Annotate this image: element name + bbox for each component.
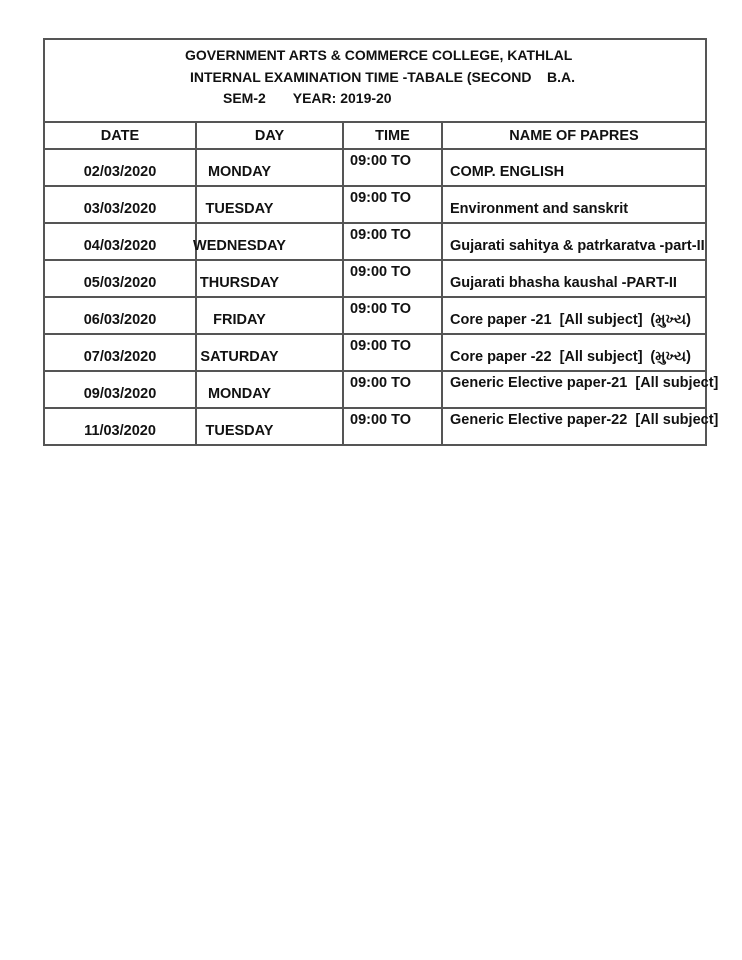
table-row [45,222,705,259]
paper-name-suffix: (મુખ્ય) [650,312,691,328]
date-cell [45,298,195,333]
date-cell [45,261,195,296]
date-value: 02/03/2020 [83,164,157,180]
time-cell [342,224,441,259]
day-cell [195,224,342,259]
time-value: 09:00 TO [350,375,411,391]
exam-title: INTERNAL EXAMINATION TIME -TABALE (SECOND B.A. [190,68,575,85]
date-value: 04/03/2020 [83,238,157,254]
table-row [45,407,719,444]
paper-name-value: Generic Elective paper-21 [All subject] [450,375,719,391]
paper-name-value: COMP. ENGLISH [450,164,565,180]
day-value: WEDNESDAY [193,238,286,254]
time-value: 09:00 TO [350,153,411,169]
date-cell [45,224,195,259]
time-cell [342,409,441,444]
day-value: SATURDAY [200,349,279,365]
date-value: 11/03/2020 [84,423,156,439]
table-row [45,370,719,407]
day-value: TUESDAY [205,423,274,439]
date-cell [45,409,195,444]
day-cell [195,409,342,444]
time-cell [342,261,441,296]
college-name: GOVERNMENT ARTS & COMMERCE COLLEGE, KATHLAL [185,47,573,63]
paper-name-value: Core paper -22 [All subject] [450,349,643,365]
paper-name-value: Gujarati bhasha kaushal -PART-II [450,275,677,291]
paper-name-cell [441,409,732,444]
time-value: 09:00 TO [350,264,411,280]
table-row [45,333,705,370]
day-cell [195,372,342,407]
day-value: THURSDAY [199,275,280,291]
time-cell [342,187,441,222]
table-title-block [45,40,705,121]
paper-name-value: Generic Elective paper-22 [All subject] [450,412,719,428]
time-value: 09:00 TO [350,412,411,428]
paper-name-value: Gujarati sahitya & patrkaratva -part-II [450,238,705,254]
time-cell [342,150,441,185]
date-value: 05/03/2020 [83,275,157,291]
time-cell [342,372,441,407]
table-header-row [45,121,705,148]
day-cell [195,261,342,296]
date-value: 07/03/2020 [83,349,157,365]
time-value: 09:00 TO [350,227,411,243]
exam-timetable [43,38,719,446]
date-value: 09/03/2020 [83,386,157,402]
time-cell [342,298,441,333]
paper-name-value: Environment and sanskrit [450,201,629,217]
time-value: 09:00 TO [350,301,411,317]
date-value: 06/03/2020 [83,312,157,328]
table-row [45,185,705,222]
date-cell [45,335,195,370]
day-cell [195,150,342,185]
paper-name-cell [441,187,705,222]
table-body [45,148,719,444]
paper-name-cell [441,372,732,407]
header-day: DAY [195,123,342,148]
day-cell [195,298,342,333]
day-value: TUESDAY [205,201,274,217]
time-value: 09:00 TO [350,338,411,354]
time-cell [342,335,441,370]
paper-name-value: Core paper -21 [All subject] [450,312,643,328]
day-value: MONDAY [207,386,272,402]
paper-name-suffix: (મુખ્ય) [650,349,691,365]
date-cell [45,187,195,222]
date-cell [45,150,195,185]
table-row [45,259,705,296]
day-value: FRIDAY [213,312,266,328]
day-cell [195,335,342,370]
table-row [45,296,705,333]
paper-name-cell [441,224,719,259]
paper-name-cell [441,150,705,185]
date-cell [45,372,195,407]
day-cell [195,187,342,222]
time-value: 09:00 TO [350,190,411,206]
paper-name-cell [441,335,705,370]
table-row [45,148,705,185]
sem-year: SEM-2 YEAR: 2019-20 [223,90,392,106]
paper-name-cell [441,261,705,296]
paper-name-cell [441,298,705,333]
day-value: MONDAY [207,164,272,180]
header-name-of-papers: NAME OF PAPRES [441,123,705,148]
header-date: DATE [100,127,140,144]
header-time: TIME [342,123,441,148]
date-value: 03/03/2020 [83,201,157,217]
